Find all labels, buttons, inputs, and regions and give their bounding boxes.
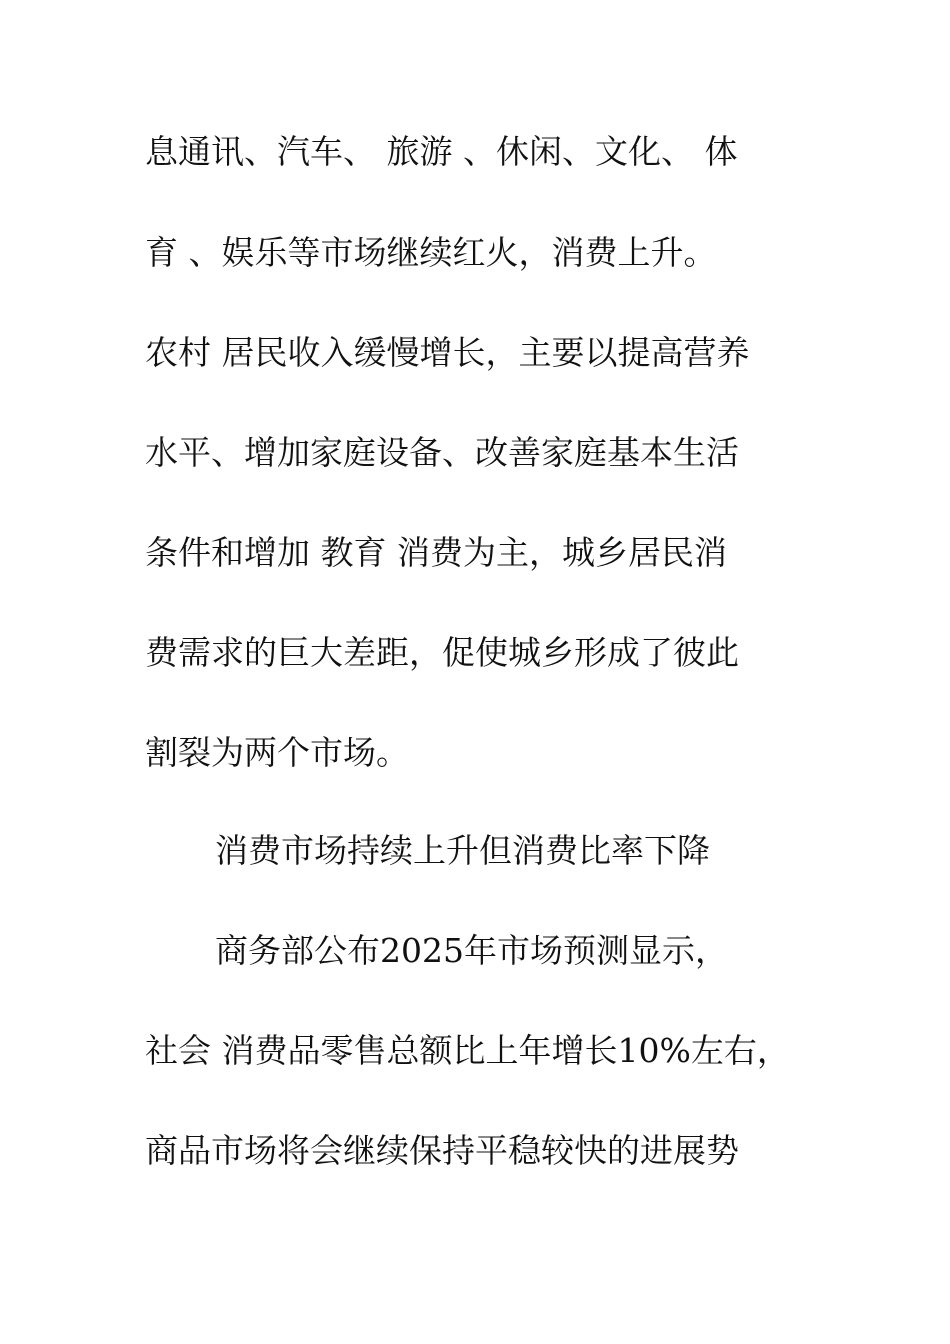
text-line: 水平、增加家庭设备、改善家庭基本生活: [145, 433, 739, 472]
text-line: 条件和增加 教育 消费为主，城乡居民消: [145, 533, 727, 572]
paragraph-start: 商务部公布2025年市场预测显示，: [215, 931, 728, 970]
text-line: 商品市场将会继续保持平稳较快的进展势: [145, 1131, 739, 1170]
section-heading: 消费市场持续上升但消费比率下降: [215, 831, 710, 870]
text-line: 费需求的巨大差距，促使城乡形成了彼此: [145, 633, 739, 672]
text-line: 割裂为两个市场。: [145, 733, 409, 772]
text-line: 育 、娱乐等市场继续红火，消费上升。: [145, 233, 717, 272]
text-line: 社会 消费品零售总额比上年增长10%左右，: [145, 1031, 790, 1070]
text-line: 农村 居民收入缓慢增长，主要以提高营养: [145, 333, 750, 372]
text-line: 息通讯、汽车、 旅游 、休闲、文化、 体: [145, 132, 738, 171]
